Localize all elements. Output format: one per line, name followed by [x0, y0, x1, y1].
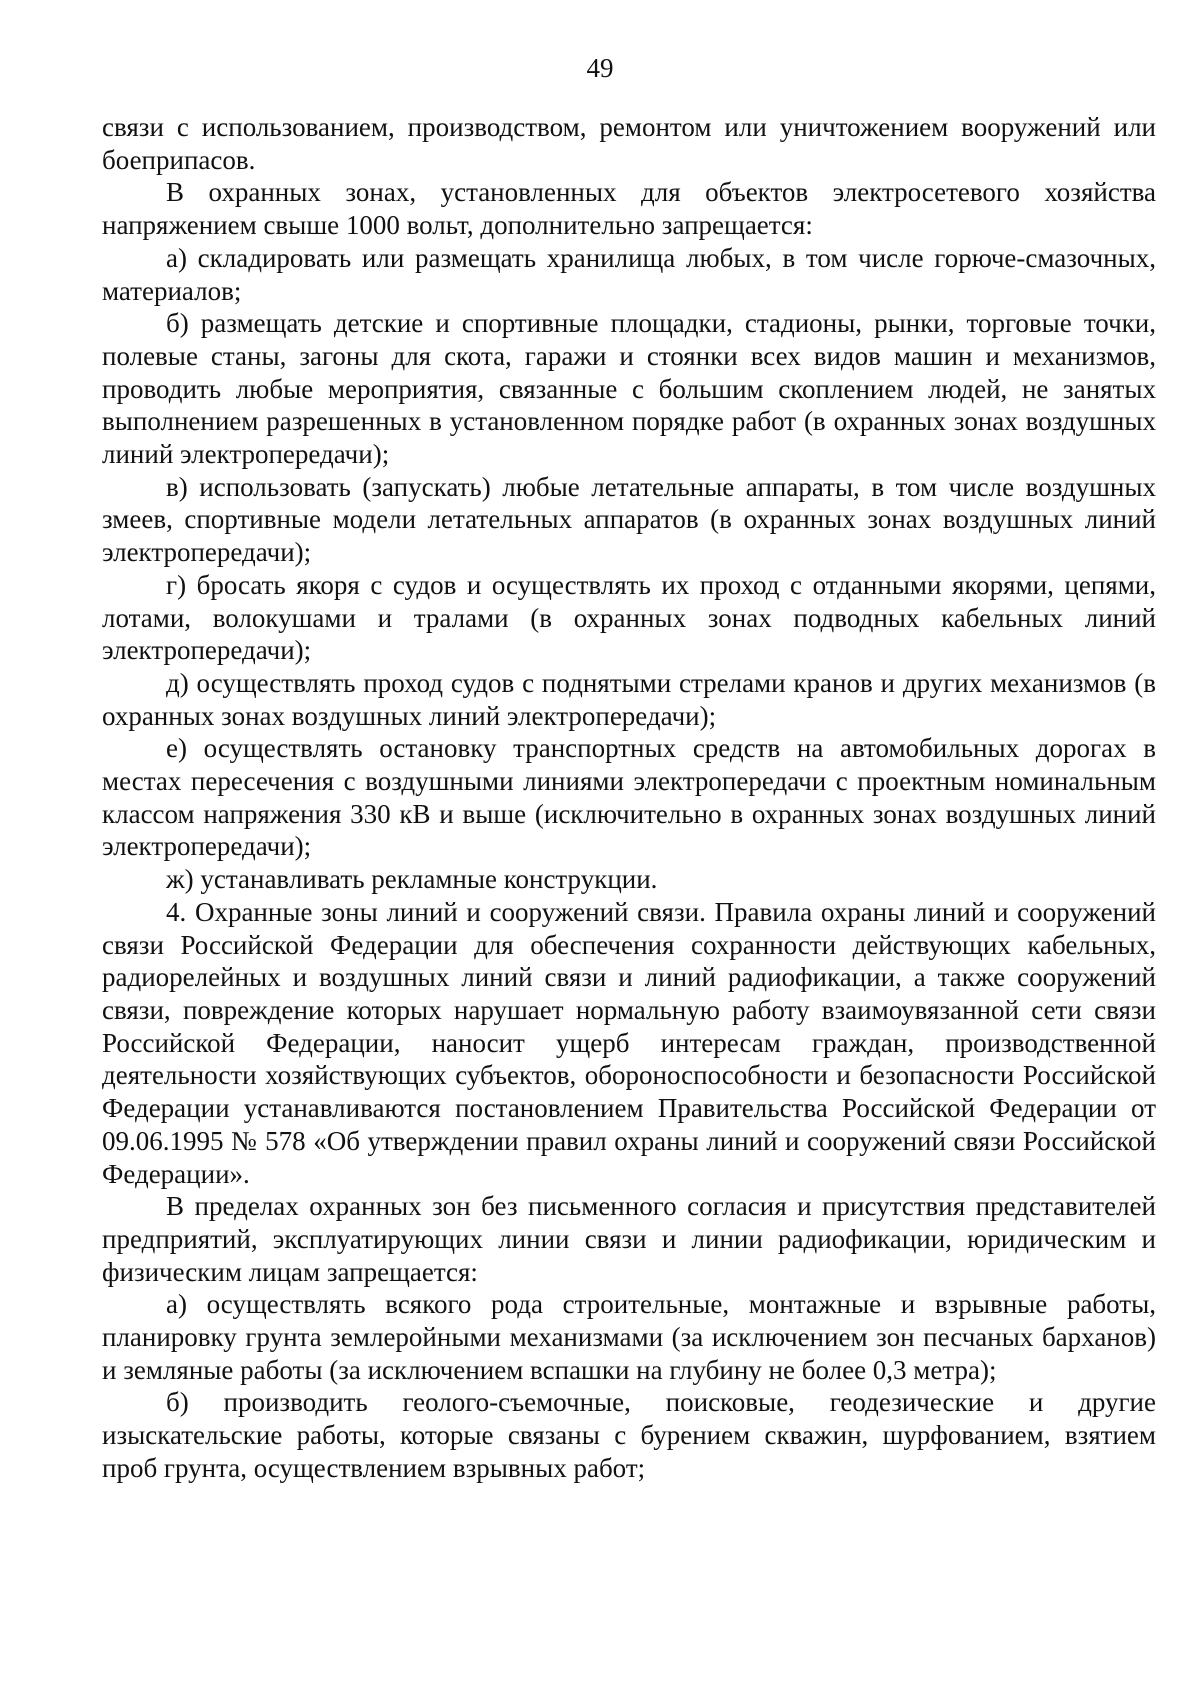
list-item-b-survey: б) производить геолого-съемочные, поисковые, геодезические и другие изыскательские работы, которые связаны с бурением скважин, шурфованием, взятием проб грунта, осуществлением взрывных работ;: [102, 1387, 1156, 1483]
list-item-zh-advertising: ж) устанавливать рекламные конструкции.: [166, 864, 658, 895]
paragraph-power-zones-intro: В охранных зонах, установленных для объектов электросетевого хозяйства напряжением свыше 1000 вольт, дополнительно запрещается:: [102, 177, 1156, 241]
list-item-a-construction: а) осуществлять всякого рода строительные, монтажные и взрывные работы, планировку грунта землеройными механизмами (за исключением зон песчаных барханов) и земляные работы (за исключением вспашки на глубину не более 0,3 метра);: [102, 1289, 1156, 1385]
list-item-v-aircraft: в) использовать (запускать) любые летательные аппараты, в том числе воздушных змеев, спортивные модели летательных аппаратов (в охранных зонах воздушных линий электропередачи);: [102, 471, 1156, 568]
document-body: [102, 111, 1156, 1485]
list-item-b-playgrounds: б) размещать детские и спортивные площадки, стадионы, рынки, торговые точки, полевые станы, загоны для скота, гаражи и стоянки всех видов машин и механизмов, проводить любые мероприятия, связанные с большим скоплением людей, не занятых выполнением разрешенных в установленном порядке работ (в охранных зонах воздушных линий электропередачи);: [102, 308, 1156, 470]
paragraph-continuation: связи с использованием, производством, ремонтом или уничтожением вооружений или боеприпасов.: [102, 112, 1156, 175]
list-item-a-storage: а) складировать или размещать хранилища любых, в том числе горюче-смазочных, материалов;: [102, 242, 1156, 306]
paragraph-communication-restrictions: В пределах охранных зон без письменного согласия и присутствия представителей предприятий, эксплуатирующих линии связи и линии радиофикации, юридическим и физическим лицам запрещается:: [102, 1191, 1156, 1287]
page-number: 49: [586, 53, 614, 83]
section-4-communication-zones: 4. Охранные зоны линий и сооружений связи. Правила охраны линий и сооружений связи Российской Федерации для обеспечения сохранности действующих кабельных, радиорелейных и воздушных линий связи и линий радиофикации, а также сооружений связи, повреждение которых нарушает нормальную работу взаимоувязанной сети связи Российской Федерации, наносит ущерб интересам граждан, производственной деятельности хозяйствующих субъектов, обороноспособности и безопасности Российской Федерации устанавливаются постановлением Правительства Российской Федерации от 09.06.1995 № 578 «Об утверждении правил охраны линий и сооружений связи Российской Федерации».: [102, 896, 1156, 1189]
list-item-e-vehicles: е) осуществлять остановку транспортных средств на автомобильных дорогах в местах пересечения с воздушными линиями электропередачи с проектным номинальным классом напряжения 330 кВ и выше (исключительно в охранных зонах воздушных линий электропередачи);: [102, 733, 1156, 862]
list-item-g-anchors: г) бросать якоря с судов и осуществлять их проход с отданными якорями, цепями, лотами, волокушами и тралами (в охранных зонах подводных кабельных линий электропередачи);: [102, 569, 1156, 666]
list-item-d-vessels: д) осуществлять проход судов с поднятыми стрелами кранов и других механизмов (в охранных зонах воздушных линий электропередачи);: [102, 667, 1156, 731]
